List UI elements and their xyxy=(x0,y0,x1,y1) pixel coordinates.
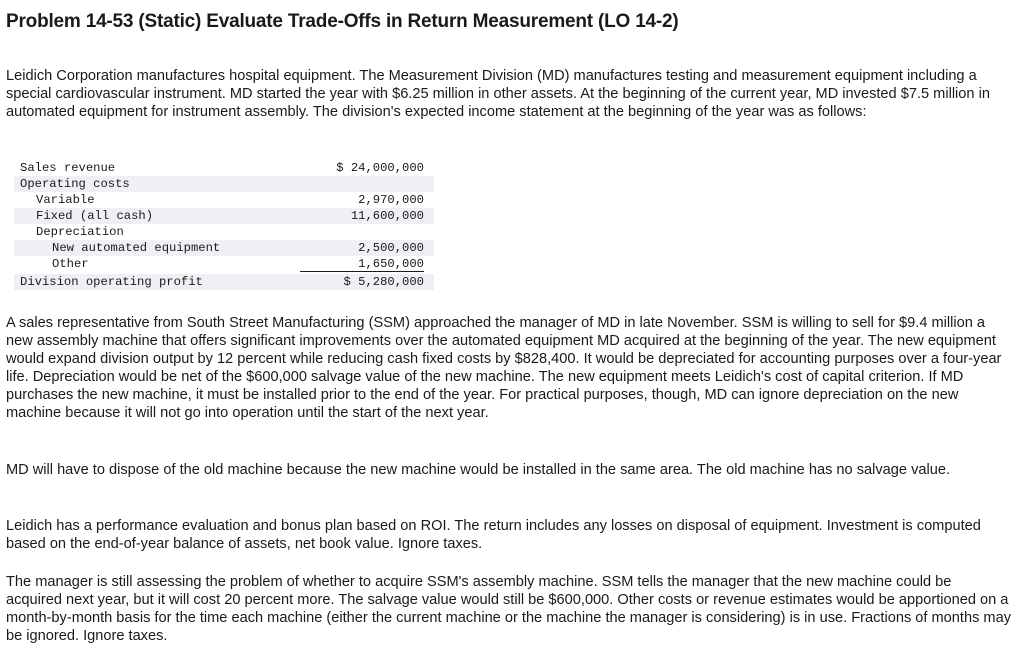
operating-costs-label: Operating costs xyxy=(20,177,130,191)
division-profit-amount: $ 5,280,000 xyxy=(343,275,424,289)
depreciation-label: Depreciation xyxy=(36,225,124,239)
row-other xyxy=(14,256,434,272)
row-depreciation xyxy=(14,224,434,240)
row-variable xyxy=(14,192,434,208)
new-equipment-label: New automated equipment xyxy=(52,241,221,255)
sales-revenue-label: Sales revenue xyxy=(20,161,116,175)
other-label: Other xyxy=(52,257,89,271)
row-new-equipment xyxy=(14,240,434,256)
sales-revenue-amount: $ 24,000,000 xyxy=(336,161,424,175)
evaluation-paragraph: Leidich has a performance evaluation and bonus plan based on ROI. The return includes any losses on disposal of equipment. Investment is computed based on the end-of-year balance of assets, net book value. Ignore taxes. xyxy=(6,518,981,552)
assessing-paragraph: The manager is still assessing the problem of whether to acquire SSM's assembly machine. SSM tells the manager that the new machine could be acquired next year, but it will cost 20 percent more. The salvage value would still be $600,000. Other costs or revenue estimates would be apportioned on a month-by-month basis for the time each machine (either the current machine or the machine the manager is considering) is in use. Fractions of months may be ignored. Ignore taxes. xyxy=(6,574,1012,644)
intro-paragraph: Leidich Corporation manufactures hospital equipment. The Measurement Division (MD) manufactures testing and measurement equipment including a special cardiovascular instrument. MD started the year with $6.25 million in other assets. At the beginning of the current year, MD invested $7.5 million in automated equipment for instrument assembly. The division's expected income statement at the beginning of the year was as follows: xyxy=(6,68,990,120)
dispose-paragraph: MD will have to dispose of the old machine because the new machine would be installed in the same area. The old machine has no salvage value. xyxy=(6,462,951,478)
variable-amount: 2,970,000 xyxy=(358,193,424,207)
problem-title: Problem 14-53 (Static) Evaluate Trade-Offs in Return Measurement (LO 14-2) xyxy=(6,11,679,32)
other-amount: 1,650,000 xyxy=(300,256,424,272)
variable-label: Variable xyxy=(36,193,95,207)
new-equipment-amount: 2,500,000 xyxy=(358,241,424,255)
offer-paragraph: A sales representative from South Street Manufacturing (SSM) approached the manager of MD in late November. SSM is willing to sell for $9.4 million a new assembly machine that offers significant improvements over the automated equipment MD acquired at the beginning of the year. The new equipment would expand division output by 12 percent while reducing cash fixed costs by $828,400. It would be depreciated for accounting purposes over a four-year life. Depreciation would be net of the $600,000 salvage value of the new machine. The new equipment meets Leidich's cost of capital criterion. If MD purchases the new machine, it must be installed prior to the end of the year. For practical purposes, though, MD can ignore depreciation on the new machine because it will not go into operation until the start of the next year. xyxy=(6,315,1002,421)
division-profit-label: Division operating profit xyxy=(20,275,203,289)
row-operating-costs xyxy=(14,176,434,192)
fixed-amount: 11,600,000 xyxy=(350,209,424,223)
row-sales-revenue xyxy=(14,160,434,176)
row-fixed xyxy=(14,208,434,224)
fixed-label: Fixed (all cash) xyxy=(36,209,154,223)
row-division-profit xyxy=(14,274,434,290)
